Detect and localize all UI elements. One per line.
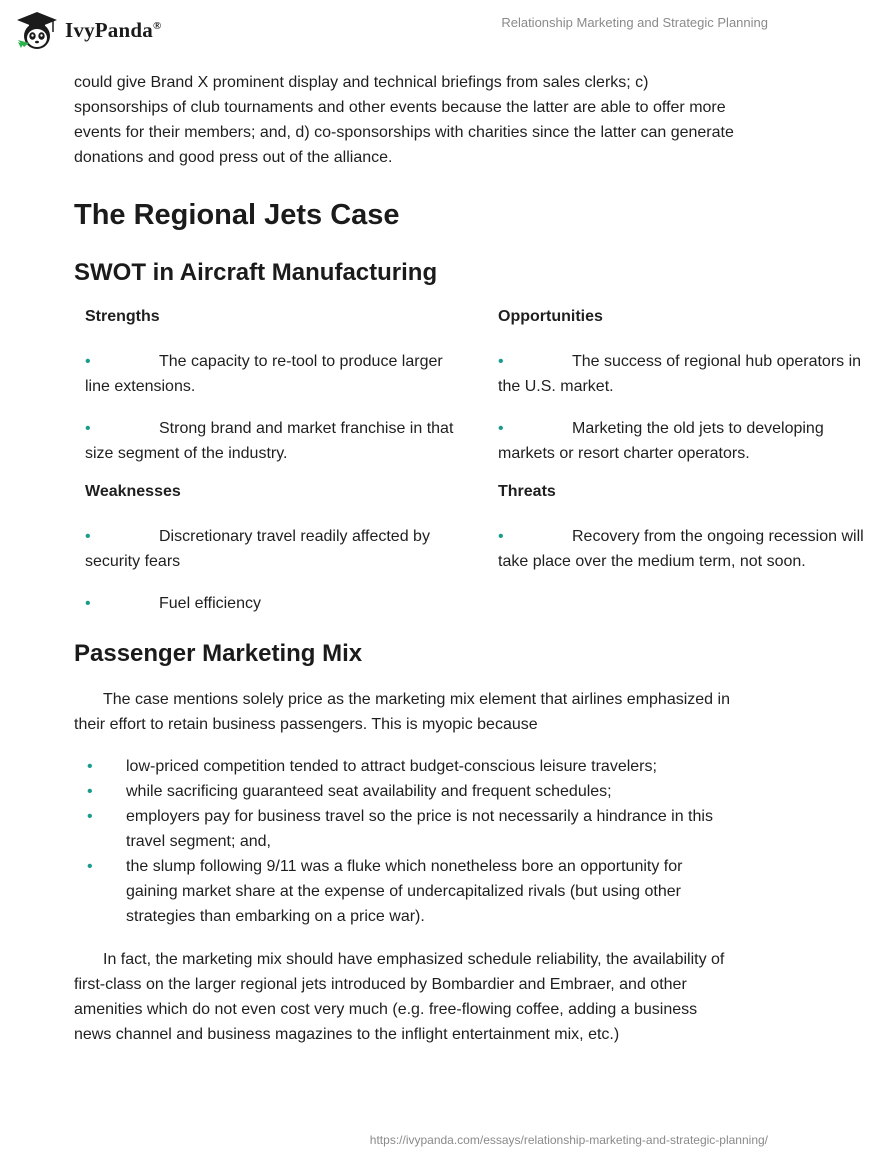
section-title: The Regional Jets Case: [74, 199, 400, 231]
opportunities-heading: Opportunities: [498, 308, 603, 325]
bullet-icon: •: [85, 420, 91, 437]
bullet-icon: •: [85, 595, 91, 612]
weakness-item: • Fuel efficiency: [85, 591, 469, 616]
opportunity-item: • Marketing the old jets to developing markets or resort charter operators.: [498, 416, 888, 466]
brand-logo[interactable]: [15, 10, 161, 50]
article-body: [74, 70, 864, 1047]
bullet-icon: •: [87, 808, 93, 825]
threat-item: • Recovery from the ongoing recession will take place over the medium term, not soon.: [498, 524, 888, 574]
brand-name: IvyPanda: [65, 17, 153, 42]
mix-intro: The case mentions solely price as the marketing mix element that airlines emphasized in their effort to retain business passengers. This is myopic because: [74, 691, 730, 733]
source-url[interactable]: https://ivypanda.com/essays/relationship-marketing-and-strategic-planning/: [369, 1133, 768, 1147]
registered-mark: ®: [152, 19, 162, 32]
mix-title: Passenger Marketing Mix: [74, 640, 363, 667]
strengths-heading: Strengths: [85, 308, 160, 325]
bullet-icon: •: [87, 758, 93, 775]
list-item: • the slump following 9/11 was a fluke which nonetheless bore an opportunity for gaining market share at the expense of undercapitalized rivals (but using other strategies than embarking on a price war).: [74, 854, 734, 929]
threats-heading: Threats: [498, 483, 556, 500]
list-item: • employers pay for business travel so the price is not necessarily a hindrance in this travel segment; and,: [74, 804, 734, 854]
strength-item: • Strong brand and market franchise in that size segment of the industry.: [85, 416, 469, 466]
strength-item: • The capacity to re-tool to produce larger line extensions.: [85, 349, 469, 399]
swot-left-column: [85, 307, 469, 616]
weaknesses-heading: Weaknesses: [85, 483, 181, 500]
list-item: • low-priced competition tended to attract budget-conscious leisure travelers;: [74, 754, 734, 779]
bullet-icon: •: [498, 353, 504, 370]
bullet-icon: •: [85, 528, 91, 545]
list-item: • while sacrificing guaranteed seat availability and frequent schedules;: [74, 779, 734, 804]
swot-table: [85, 307, 864, 629]
swot-right-column: [498, 307, 888, 574]
weakness-item: • Discretionary travel readily affected by security fears: [85, 524, 469, 574]
document-title: Relationship Marketing and Strategic Planning: [501, 15, 768, 30]
page-header: [0, 0, 800, 66]
swot-title: SWOT in Aircraft Manufacturing: [74, 259, 438, 286]
mix-bullet-list: [74, 754, 734, 929]
bullet-icon: •: [87, 858, 93, 875]
bullet-icon: •: [85, 353, 91, 370]
bullet-icon: •: [498, 420, 504, 437]
bullet-icon: •: [87, 783, 93, 800]
panda-logo-icon: [15, 10, 59, 50]
mix-conclusion: In fact, the marketing mix should have emphasized schedule reliability, the availability of first-class on the larger regional jets introduced by Bombardier and Embraer, and other amenities which do not even cost very much (e.g. free-flowing coffee, adding a business news channel and business magazines to the inflight entertainment mix, etc.): [74, 951, 725, 1043]
opportunity-item: • The success of regional hub operators in the U.S. market.: [498, 349, 888, 399]
bullet-icon: •: [498, 528, 504, 545]
intro-paragraph: could give Brand X prominent display and technical briefings from sales clerks; c) sponsorships of club tournaments and other events because the latter are able to offer more events for their members; and, d) co-sponsorships with charities since the latter can generate donations and good press out of the alliance.: [74, 74, 734, 166]
